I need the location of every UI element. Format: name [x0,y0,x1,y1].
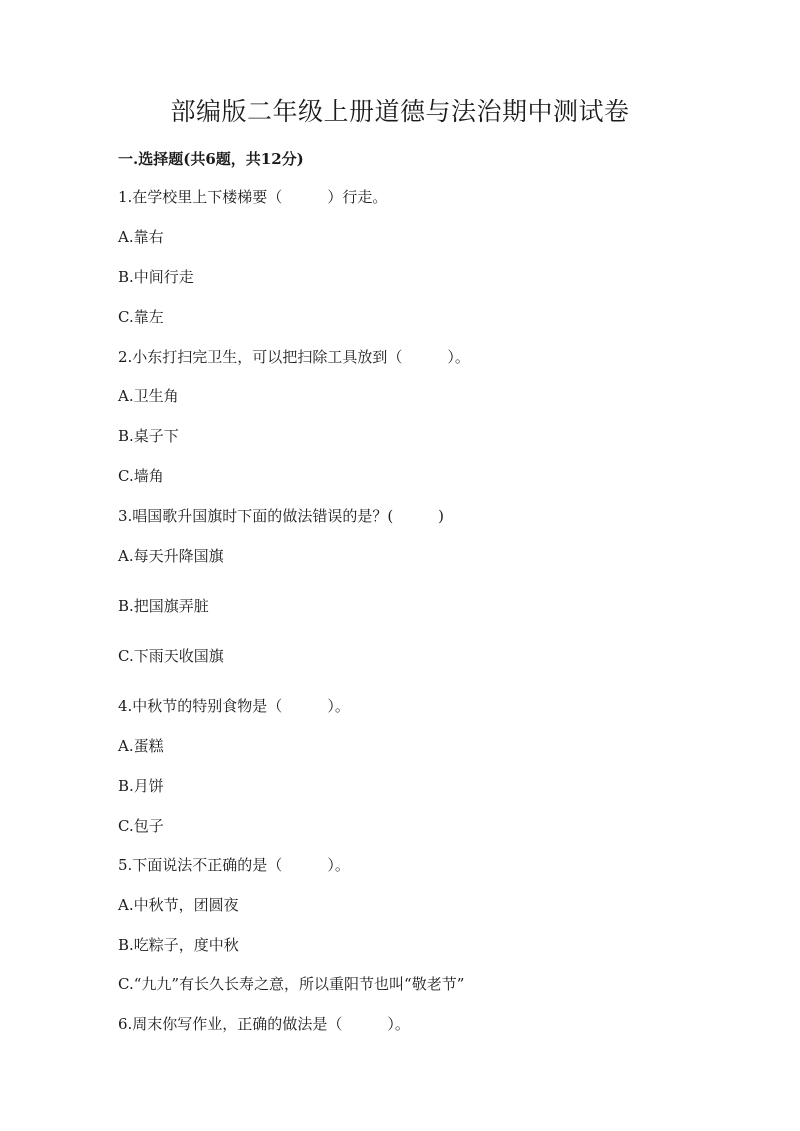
question-2-option-b: B.桌子下 [118,427,179,445]
question-3-stem: 3.唱国歌升国旗时下面的做法错误的是？( ) [118,507,445,525]
question-3-option-b: B.把国旗弄脏 [118,597,209,615]
question-4-option-c: C.包子 [118,817,164,835]
question-4-option-b: B.月饼 [118,777,164,795]
question-1-option-a: A.靠右 [118,228,164,246]
question-3-option-c: C.下雨天收国旗 [118,647,224,665]
question-1-stem: 1.在学校里上下楼梯要（ ）行走。 [118,188,388,206]
question-3-option-a: A.每天升降国旗 [118,547,224,565]
question-2-option-a: A.卫生角 [118,387,179,405]
question-5-option-a: A.中秋节，团圆夜 [118,896,239,914]
question-5-stem: 5.下面说法不正确的是（ ）。 [118,856,350,874]
question-6-stem: 6.周末你写作业，正确的做法是（ ）。 [118,1015,410,1033]
question-5-option-c: C.“九九”有长久长寿之意，所以重阳节也叫“敬老节” [118,975,465,993]
question-4-stem: 4.中秋节的特别食物是（ ）。 [118,697,350,715]
section-heading: 一.选择题(共6题，共12分) [118,150,304,168]
question-1-option-b: B.中间行走 [118,268,194,286]
question-2-option-c: C.墙角 [118,467,164,485]
question-4-option-a: A.蛋糕 [118,737,164,755]
question-5-option-b: B.吃粽子，度中秋 [118,936,239,954]
question-2-stem: 2.小东打扫完卫生，可以把扫除工具放到（ ）。 [118,348,470,366]
question-1-option-c: C.靠左 [118,308,164,326]
page-title: 部编版二年级上册道德与法治期中测试卷 [170,97,630,126]
